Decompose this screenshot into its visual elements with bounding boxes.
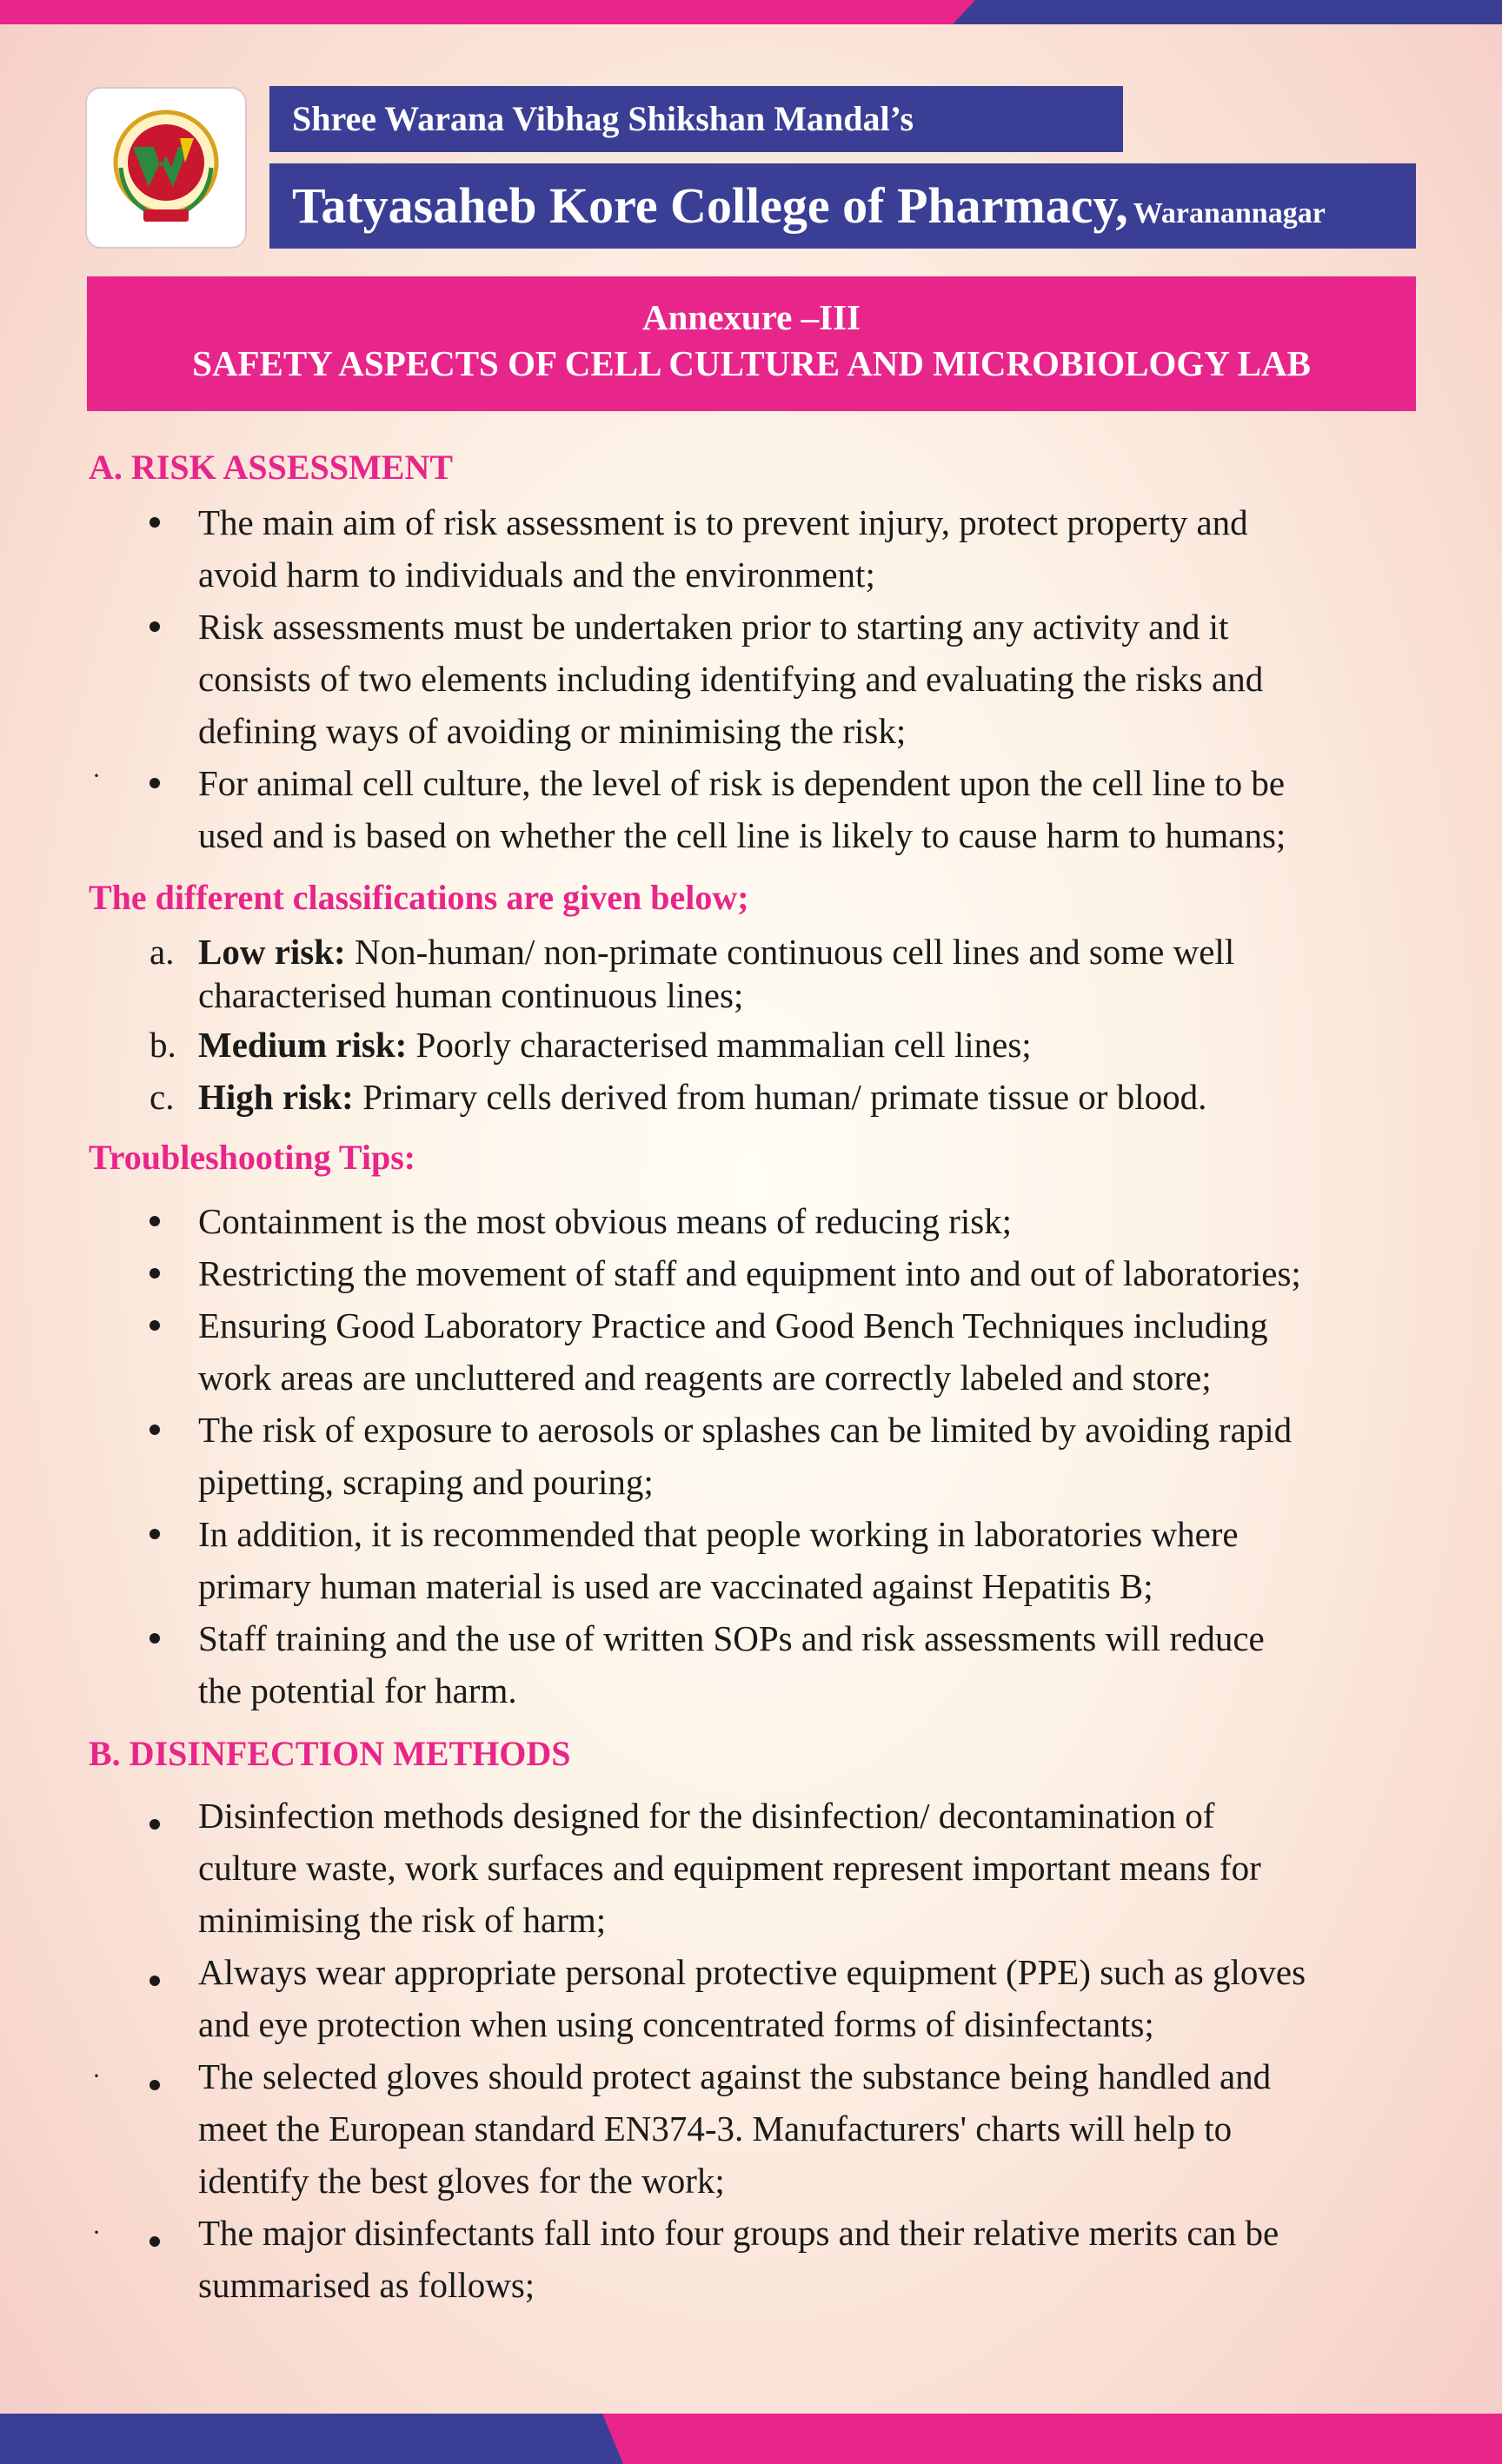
list-marker: a. [150,932,175,972]
tip-bullet-3 [198,1299,1268,1404]
bottom-decor-bar-pink [602,2414,1502,2464]
text-line: Ensuring Good Laboratory Practice and Good Bench Techniques including [198,1305,1268,1345]
text-line: defining ways of avoiding or minimising the risk; [198,711,907,751]
college-logo [85,87,247,249]
annexure-title: SAFETY ASPECTS OF CELL CULTURE AND MICROBIOLOGY LAB [192,343,1311,383]
bottom-decor-bar [0,2414,1502,2464]
classifications-heading: The different classifications are given below; [89,878,749,917]
text-line: meet the European standard EN374-3. Manufacturers' charts will help to [198,2109,1233,2149]
text-line: pipetting, scraping and pouring; [198,1462,654,1502]
bullet-icon [150,1529,160,1539]
tip-bullet-1 [198,1195,1012,1247]
disinfection-bullet-1 [198,1790,1261,1946]
college-emblem-icon [98,100,234,236]
text-line: The major disinfectants fall into four groups and their relative merits can be [198,2213,1279,2253]
bullet-icon [150,1633,160,1644]
risk-bullet-1 [198,496,1248,601]
text-line: minimising the risk of harm; [198,1900,607,1940]
text-line: Restricting the movement of staff and equipment into and out of laboratories; [198,1253,1301,1293]
text-line: avoid harm to individuals and the environment; [198,555,875,594]
annexure-banner [87,276,1416,411]
bullet-icon [150,517,160,528]
classification-high [198,1075,1206,1119]
classification-term: High risk: [198,1077,354,1117]
text-line: Staff training and the use of written SOPs and risk assessments will reduce [198,1618,1265,1658]
list-marker: c. [150,1077,175,1117]
text-line: primary human material is used are vaccinated against Hepatitis B; [198,1566,1153,1606]
tip-bullet-4 [198,1404,1292,1508]
classification-term: Low risk: [198,932,346,972]
bullet-icon [150,1320,160,1331]
text-line: consists of two elements including identifying and evaluating the risks and [198,659,1264,699]
classification-medium [198,1023,1032,1066]
classification-term: Medium risk: [198,1025,408,1065]
top-decor-bar-navy [953,0,1502,24]
risk-bullet-2 [198,601,1263,757]
text-line: work areas are uncluttered and reagents are correctly labeled and store; [198,1358,1212,1398]
text-line: The risk of exposure to aerosols or splashes can be limited by avoiding rapid [198,1410,1293,1450]
text-line: Non-human/ non-primate continuous cell lines and some well [345,932,1235,972]
tip-bullet-6 [198,1612,1265,1717]
org-name: Shree Warana Vibhag Shikshan Mandal’s [292,99,914,138]
classification-low [198,930,1234,1017]
bullet-icon [150,1819,160,1830]
text-line: Disinfection methods designed for the disinfection/ decontamination of [198,1796,1215,1836]
text-line: Risk assessments must be undertaken prior to starting any activity and it [198,607,1229,647]
text-line: identify the best gloves for the work; [198,2161,725,2201]
bullet-icon [150,2080,160,2090]
disinfection-bullet-3 [198,2050,1271,2207]
text-line: Always wear appropriate personal protective equipment (PPE) such as gloves [198,1952,1306,1992]
text-line: The main aim of risk assessment is to prevent injury, protect property and [198,502,1248,542]
bullet-icon [150,1976,160,1986]
bullet-icon [150,778,160,788]
text-line: the potential for harm. [198,1670,517,1710]
org-name-banner [269,86,1123,152]
text-line: culture waste, work surfaces and equipment represent important means for [198,1848,1261,1888]
college-name: Tatyasaheb Kore College of Pharmacy, [292,177,1128,234]
disinfection-bullet-4 [198,2207,1279,2311]
bullet-icon [150,1425,160,1435]
list-marker: b. [150,1025,176,1065]
stray-mark: · [92,2062,101,2090]
bullet-icon [150,1216,160,1226]
risk-assessment-heading: A. RISK ASSESSMENT [89,448,454,487]
text-line: In addition, it is recommended that people working in laboratories where [198,1514,1239,1554]
text-line: characterised human continuous lines; [198,975,744,1015]
text-line: The selected gloves should protect against the substance being handled and [198,2056,1272,2096]
tip-bullet-5 [198,1508,1239,1612]
college-location: Waranannagar [1133,197,1326,229]
tip-bullet-2 [198,1247,1301,1299]
stray-mark: · [92,761,101,790]
text-line: used and is based on whether the cell line is likely to cause harm to humans; [198,815,1286,855]
annexure-label: Annexure –III [642,297,861,337]
bullet-icon [150,2236,160,2247]
stray-mark: · [92,2218,101,2247]
text-line: summarised as follows; [198,2265,535,2305]
troubleshooting-heading: Troubleshooting Tips: [89,1138,416,1177]
top-decor-bar [0,0,1502,24]
risk-bullet-3 [198,757,1286,861]
text-line: Primary cells derived from human/ primate tissue or blood. [353,1077,1207,1117]
text-line: Containment is the most obvious means of reducing risk; [198,1201,1013,1241]
disinfection-bullet-2 [198,1946,1306,2050]
college-name-banner [269,163,1416,249]
text-line: For animal cell culture, the level of risk is dependent upon the cell line to be [198,763,1286,803]
text-line: Poorly characterised mammalian cell lines; [407,1025,1032,1065]
bullet-icon [150,621,160,632]
bullet-icon [150,1268,160,1278]
disinfection-heading: B. DISINFECTION METHODS [89,1734,571,1773]
text-line: and eye protection when using concentrated forms of disinfectants; [198,2004,1154,2044]
